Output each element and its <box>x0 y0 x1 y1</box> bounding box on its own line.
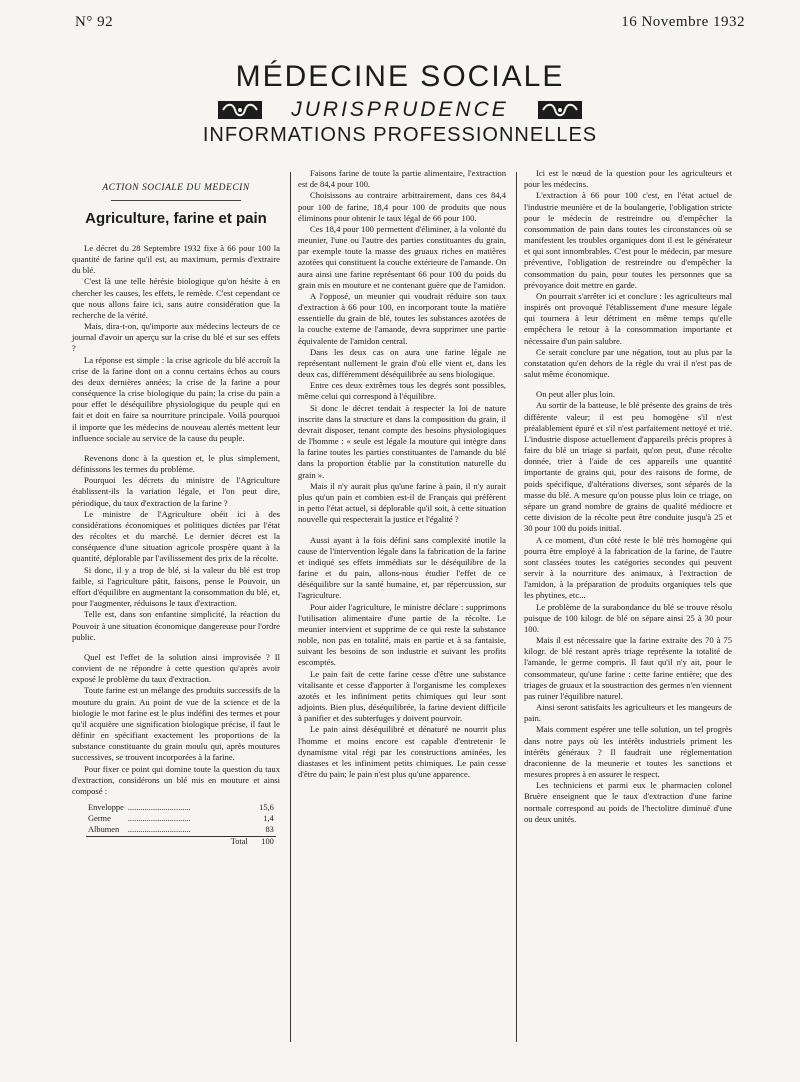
paragraph: La réponse est simple : la crise agricole du blé accroît la crise de la farine dont on a connu certains échos au cours des deux dernières années; la crise de la farine a pour conséquence la crise biologique du pain; la crise du pain a pour effet le déséquilibre physiologique du peuple qui en fait et doit en faire sa nourriture principale. Voilà pourquoi il importe que les médecins de nouveau alertés mettent leur influence sociale au service de la cause du peuple. <box>72 354 280 443</box>
paragraph: Ce serait conclure par une négation, tout au plus par la constatation qu'en dehors de la règle du vrai il n'est pas de salut même économique. <box>524 346 732 380</box>
column-3 <box>524 168 732 825</box>
paragraph: Entre ces deux extrêmes tous les degrés sont possibles, même celui qui correspond à l'équilibre. <box>298 380 506 402</box>
column-1 <box>72 170 280 848</box>
paragraph: A ce moment, d'un côté reste le blé très homogène qui pourra être employé à la fabrication de la farine, de l'autre sont classées toutes les catégories secondes qui peuvent servir à la nourriture des animaux, à l'extraction de l'amidon, à la préparation de produits organiques tels que les phytines, etc... <box>524 534 732 601</box>
section-label: ACTION SOCIALE DU MEDECIN <box>102 183 250 193</box>
masthead-title: MÉDECINE SOCIALE <box>235 60 565 93</box>
masthead <box>0 60 800 147</box>
composition-table <box>86 803 276 848</box>
paragraph: Le pain fait de cette farine cesse d'être une substance vitalisante et cesse d'apporter à l'organisme les complexes azotés et les infiniment petits chimiques qui leur sont adjoints. Bien plus, déséquilibrée, la farine devient difficile à panifier et des subterfuges y doivent pourvoir. <box>298 668 506 724</box>
masthead-subtitle: JURISPRUDENCE <box>291 98 509 121</box>
composition-value: 15,6 <box>259 803 274 813</box>
paragraph: Dans les deux cas on aura une farine légale ne représentant nullement le grain d'où elle vient et, dans les deux cas, différemment déséquilibrée au sens biologique. <box>298 346 506 380</box>
composition-label: Enveloppe <box>88 803 124 813</box>
composition-label: Germe <box>88 814 111 824</box>
issue-date: 16 Novembre 1932 <box>621 14 745 30</box>
total-value: 100 <box>250 836 276 847</box>
paragraph: Pour aider l'agriculture, le ministre déclare : supprimons l'utilisation alimentaire d'une partie de la récolte. Le meunier intervient et supprime de ce qui reste la substance noble, non pas en totalité, mais en partie et à sa fantaisie, suivant les besoins de son industrie et suivant les profits escomptés. <box>298 601 506 668</box>
paragraph: Choisissons au contraire arbitrairement, dans ces 84,4 pour 100 de farine, 18,4 pour 100 de produits que nous éliminons pour obtenir le taux légal de 66 pour 100. <box>298 190 506 223</box>
paragraph: Les techniciens et parmi eux le pharmacien colonel Bruère enseignent que le taux d'extraction d'une farine normale correspond au poids de l'hectolitre diminué d'une ou deux unités. <box>524 780 732 824</box>
paragraph: Faisons farine de toute la partie alimentaire, l'extraction est de 84,4 pour 100. <box>298 168 506 190</box>
table-row-total <box>86 836 276 847</box>
composition-value: 1,4 <box>263 814 274 824</box>
paragraph: Ainsi seront satisfaits les agriculteurs et les mangeurs de pain. <box>524 702 732 724</box>
table-row <box>86 814 276 825</box>
table-row <box>86 803 276 814</box>
paragraph: Si donc, il y a trop de blé, si la valeur du blé est trop faible, si l'agriculture pâtit, faisons, pense le Pouvoir, un effort d'équilibre en augmentant la consommation du blé, et, pour l'augmenter, réduisons le taux d'extraction. <box>72 564 280 609</box>
ornament-right-icon <box>537 100 583 120</box>
paragraph: Toute farine est un mélange des produits successifs de la mouture du grain. Au point de vue de la science et de la biologie le mot farine est le plus indéfini des termes et pour qu'il acquière une signification biologique précise, il faut le définir en spécifiant exactement les proportions de la substance constituante du grain moulu qui, après moutures successives, se trouvent incorporées à la farine. <box>72 685 280 763</box>
dot-leader: .............................. <box>127 814 191 824</box>
paragraph: Aussi ayant à la fois défini sans complexité inutile la cause de l'intervention légale dans la fabrication de la farine et indiqué ses effets immédiats sur le déséquilibre de la farine et du pain, allons-nous étudier l'effet de ce déséquilibre sur la santé humaine, et, par répercussion, sur l'agriculture. <box>298 534 506 601</box>
paragraph: Le problème de la surabondance du blé se trouve résolu puisque de 100 kilogr. de blé on sépare ainsi 25 à 30 pour 100. <box>524 601 732 634</box>
total-label: Total <box>126 836 250 847</box>
paragraph: Si donc le décret tendait à respecter la loi de nature inscrite dans la structure et dans la composition du grain, il devrait disposer, tenant compte des besoins physiologiques de l'homme : « seule est légale la mouture qui intègre dans la farine toutes les parties constituantes de l'amande du blé dans la proportion établie par la constitution naturelle du grain ». <box>298 402 506 480</box>
masthead-subtitle-row <box>0 98 800 122</box>
paragraph: Ces 18,4 pour 100 permettent d'éliminer, à la volonté du meunier, l'une ou l'autre des parties constituantes du grain, par exemple toute la masse des gruaux riches en matières azotées qui constituent la couche extérieure de l'amande. On aura ainsi une farine représentant 66 pour 100 du poids du grain mis en mouture et ne contenant guère que de l'amidon. <box>298 223 506 290</box>
paragraph: Mais il est nécessaire que la farine extraite des 70 à 75 kilogr. de blé restant après triage représente la totalité de l'amande, le germe compris. Il faut qu'il n'y ait, pour le consommateur, qu'une farine : cette farine entière; que des triages de gruaux et la soustraction des germes n'en viennent pas ruiner l'équilibre naturel. <box>524 635 732 701</box>
column-divider <box>290 172 291 1042</box>
ornament-left-icon <box>217 100 263 120</box>
paragraph: Mais, dira-t-on, qu'importe aux médecins lecteurs de ce journal d'avoir un aperçu sur la crise du blé et sur ses effets ? <box>72 321 280 354</box>
table-row <box>86 825 276 836</box>
empty-cell <box>86 836 126 847</box>
issue-number: N° 92 <box>75 14 114 30</box>
dot-leader: .............................. <box>127 803 191 813</box>
paragraph: Mais comment espérer une telle solution, un tel progrès dans notre pays où les intérêts industriels priment les intérêts généraux ? Il faudrait une réglementation draconienne de la meunerie et toutes les sanctions et mesures propres à en assurer le respect. <box>524 724 732 780</box>
section-divider <box>111 200 241 201</box>
paragraph: Le ministre de l'Agriculture obéit ici à des considérations économiques et politiques dictées par l'état des récoltes et du marché. Le dernier décret est la conséquence d'une situation agricole prospère quant à la quantité, déplorable par l'avilissement des prix de la récolte. <box>72 508 280 564</box>
column-divider <box>516 172 517 1042</box>
page-header <box>75 14 745 31</box>
composition-label: Albumen <box>88 824 120 834</box>
paragraph: Quel est l'effet de la solution ainsi improvisée ? Il convient de ne répondre à cette question qu'après avoir exposé le problème du taux d'extraction. <box>72 651 280 685</box>
paragraph: On peut aller plus loin. <box>536 389 616 400</box>
composition-value: 83 <box>265 824 274 834</box>
paragraph: Revenons donc à la question et, le plus simplement, définissons les termes du problème. <box>72 452 280 475</box>
article-title: Agriculture, farine et pain <box>85 210 267 228</box>
paragraph: Pourquoi les décrets du ministre de l'Agriculture établissent-ils la variation légale, et l'on peut dire, périodique, du taux d'extraction de la farine ? <box>72 475 280 508</box>
paragraph: Le pain ainsi déséquilibré et dénaturé ne nourrit plus l'homme et moins encore est capable d'entretenir le dynamisme vital régi par les constructions aminées, les diastases et les infiniment petits chimiques. Le pain cesse d'être du pain; le pain n'est plus qu'une apparence. <box>298 724 506 780</box>
paragraph: Ici est le nœud de la question pour les agriculteurs et pour les médecins. <box>524 168 732 190</box>
paragraph: Telle est, dans son enfantine simplicité, la réaction du Pouvoir à une situation économique dangereuse pour l'ordre public. <box>72 609 280 642</box>
column-2 <box>298 168 506 780</box>
dot-leader: .............................. <box>127 824 191 834</box>
masthead-subtitle-2: INFORMATIONS PROFESSIONNELLES <box>202 124 598 146</box>
paragraph: Le décret du 28 Septembre 1932 fixe à 66 pour 100 la quantité de farine qu'il est, au maximum, permis d'extraire du blé. <box>72 242 280 276</box>
paragraph: Mais il n'y aurait plus qu'une farine à pain, il n'y aurait plus qu'un pain et combien est-il de Français qui préfèrent in petto l'état actuel, si déplorable qu'il soit, à cette situation nouvelle qui respecterait la justice et l'égalité ? <box>298 480 506 525</box>
paragraph: L'extraction à 66 pour 100 c'est, en l'état actuel de l'industrie meunière et de la boulangerie, l'obligation stricte pour le médecin de restreindre ou d'empêcher la consommation de pain dans toutes les circonstances où se manifestent les troubles organiques dont il est le générateur et qui sont innombrables. C'est pour le médecin, par mesure préventive, l'obligation de restreindre ou d'empêcher la consommation du pain, pour toutes les personnes que sa prévoyance doit mettre en garde. <box>524 190 732 290</box>
paragraph: On pourrait s'arrêter ici et conclure : les agriculteurs mal inspirés ont provoqué l'établissement d'une mesure légale qui tournera à leur détriment en même temps qu'elle empêchera le retour à la consommation importante et nécessaire d'un pain salubre. <box>524 290 732 346</box>
paragraph: Au sortir de la batteuse, le blé présente des grains de très différente valeur; il est peu homogène s'il n'est préalablement épuré et s'il n'est parfaitement nettoyé et trié. L'industrie dispose actuellement d'appareils précis propres à faire du blé un triage si parfait, qu'on peut, d'une récolte donnée, trier à l'aide de ces appareils une quantité importante de grains qui, pour des raisons de forme, de poids spécifique, d'altérations diverses, sont séparés de la masse du blé. A mesure qu'on pousse plus loin ce triage, on sépare un grand nombre de grains de qualité médiocre et cette division de la récolte peut être conduite jusqu'à 25 et 30 pour 100 du poids initial. <box>524 400 732 534</box>
paragraph: Pour fixer ce point qui domine toute la question du taux d'extraction, considérons un blé mis en mouture et ainsi composé : <box>72 763 280 796</box>
paragraph: C'est là une telle hérésie biologique qu'on hésite à en chercher les causes, les effets, le remède. C'est cependant ce que nous allons faire ici, sans autre considération que la recherche de la vérité. <box>72 276 280 320</box>
paragraph: A l'opposé, un meunier qui voudrait réduire son taux d'extraction à 66 pour 100, en incorporant toute la matière essentielle du grain de blé, toutes les substances azotées de la couche externe de l'amande, devra supprimer une partie équivalente de l'amidon central. <box>298 290 506 346</box>
